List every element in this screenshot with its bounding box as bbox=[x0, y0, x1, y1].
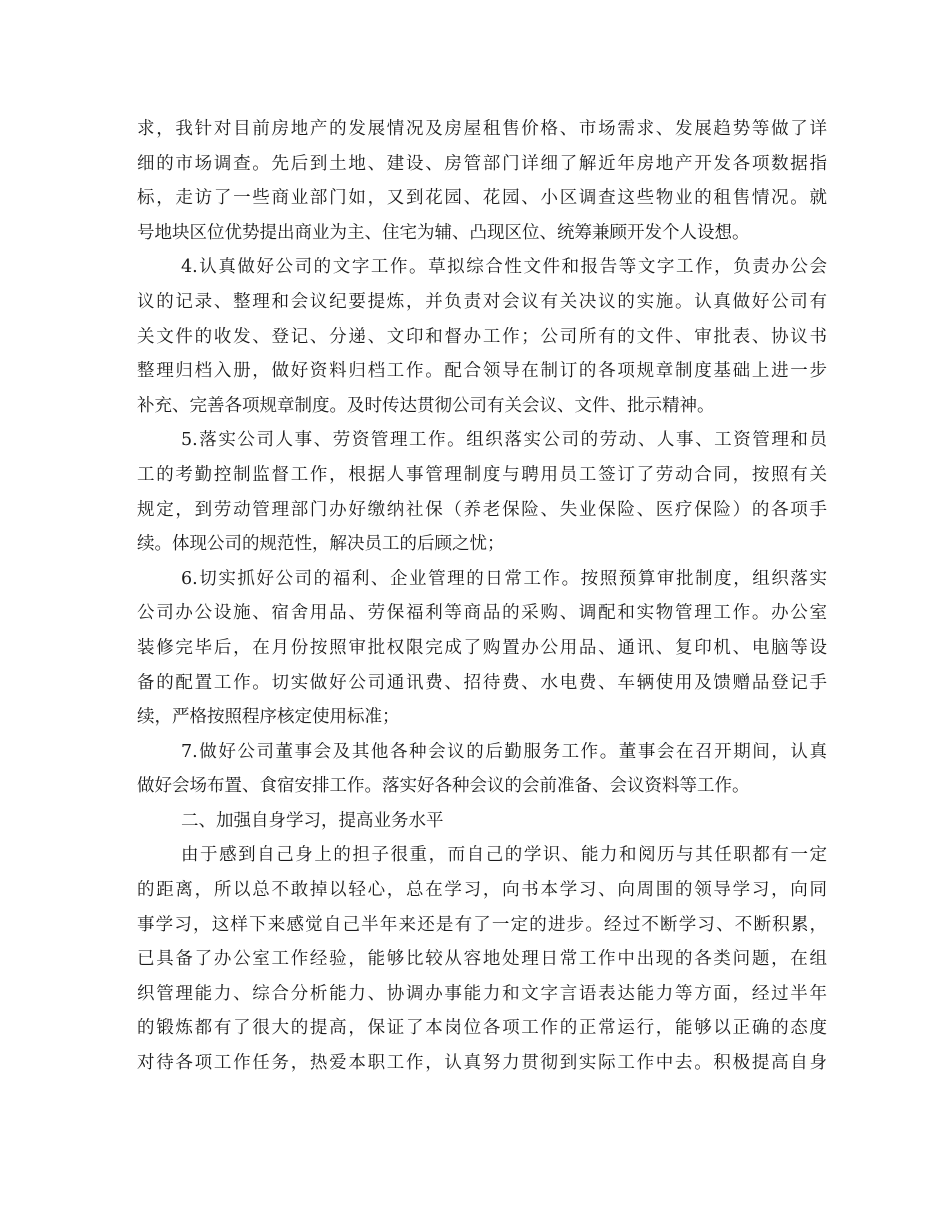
paragraph-6-first-line: 6.切实抓好公司的福利、企业管理的日常工作。按照预算审批制度，组织落实 bbox=[181, 568, 827, 589]
text-line: 工的考勤控制监督工作，根据人事管理制度与聘用员工签订了劳动合同，按照有关 bbox=[137, 464, 827, 485]
paragraph-study-first-line: 由于感到自己身上的担子很重，而自己的学识、能力和阅历与其任职都有一定 bbox=[181, 845, 827, 866]
text-line: 的锻炼都有了很大的提高，保证了本岗位各项工作的正常运行，能够以正确的态度 bbox=[137, 1018, 827, 1039]
text-line: 补充、完善各项规章制度。及时传达贯彻公司有关会议、文件、批示精神。 bbox=[137, 395, 715, 416]
text-line: 的距离，所以总不敢掉以轻心，总在学习，向书本学习、向周围的领导学习，向同 bbox=[137, 880, 827, 901]
text-line: 公司办公设施、宿舍用品、劳保福利等商品的采购、调配和实物管理工作。办公室 bbox=[137, 603, 827, 624]
text-line: 对待各项工作任务，热爱本职工作，认真努力贯彻到实际工作中去。积极提高自身 bbox=[137, 1053, 827, 1074]
paragraph-5-first-line: 5.落实公司人事、劳资管理工作。组织落实公司的劳动、人事、工资管理和员 bbox=[181, 430, 827, 451]
text-line: 备的配置工作。切实做好公司通讯费、招待费、水电费、车辆使用及馈赠品登记手 bbox=[137, 672, 827, 693]
text-line: 标，走访了一些商业部门如，又到花园、花园、小区调查这些物业的租售情况。就 bbox=[137, 188, 827, 209]
text-line: 关文件的收发、登记、分递、文印和督办工作；公司所有的文件、审批表、协议书 bbox=[137, 326, 827, 347]
section-heading: 二、加强自身学习，提高业务水平 bbox=[181, 810, 444, 831]
paragraph-4-first-line: 4.认真做好公司的文字工作。草拟综合性文件和报告等文字工作，负责办公会 bbox=[181, 257, 827, 278]
text-line: 装修完毕后，在月份按照审批权限完成了购置办公用品、通讯、复印机、电脑等设 bbox=[137, 637, 827, 658]
text-line: 续，严格按照程序核定使用标准； bbox=[137, 707, 400, 728]
text-line: 续。体现公司的规范性，解决员工的后顾之忧； bbox=[137, 534, 505, 555]
text-line: 整理归档入册，做好资料归档工作。配合领导在制订的各项规章制度基础上进一步 bbox=[137, 361, 827, 382]
text-line: 议的记录、整理和会议纪要提炼，并负责对会议有关决议的实施。认真做好公司有 bbox=[137, 291, 827, 312]
paragraph-7-first-line: 7.做好公司董事会及其他各种会议的后勤服务工作。董事会在召开期间，认真 bbox=[181, 741, 827, 762]
text-line: 做好会场布置、食宿安排工作。落实好各种会议的会前准备、会议资料等工作。 bbox=[137, 776, 750, 797]
text-line: 事学习，这样下来感觉自己半年来还是有了一定的进步。经过不断学习、不断积累， bbox=[137, 914, 827, 935]
text-line: 织管理能力、综合分析能力、协调办事能力和文字言语表达能力等方面，经过半年 bbox=[137, 983, 827, 1004]
text-line: 求，我针对目前房地产的发展情况及房屋租售价格、市场需求、发展趋势等做了详 bbox=[137, 119, 827, 139]
text-line: 已具备了办公室工作经验，能够比较从容地处理日常工作中出现的各类问题，在组 bbox=[137, 949, 827, 970]
document-body bbox=[137, 112, 827, 1081]
text-line: 细的市场调查。先后到土地、建设、房管部门详细了解近年房地产开发各项数据指 bbox=[137, 153, 827, 174]
text-line: 号地块区位优势提出商业为主、住宅为辅、凸现区位、统筹兼顾开发个人设想。 bbox=[137, 222, 750, 243]
text-line: 规定，到劳动管理部门办好缴纳社保（养老保险、失业保险、医疗保险）的各项手 bbox=[137, 499, 827, 520]
